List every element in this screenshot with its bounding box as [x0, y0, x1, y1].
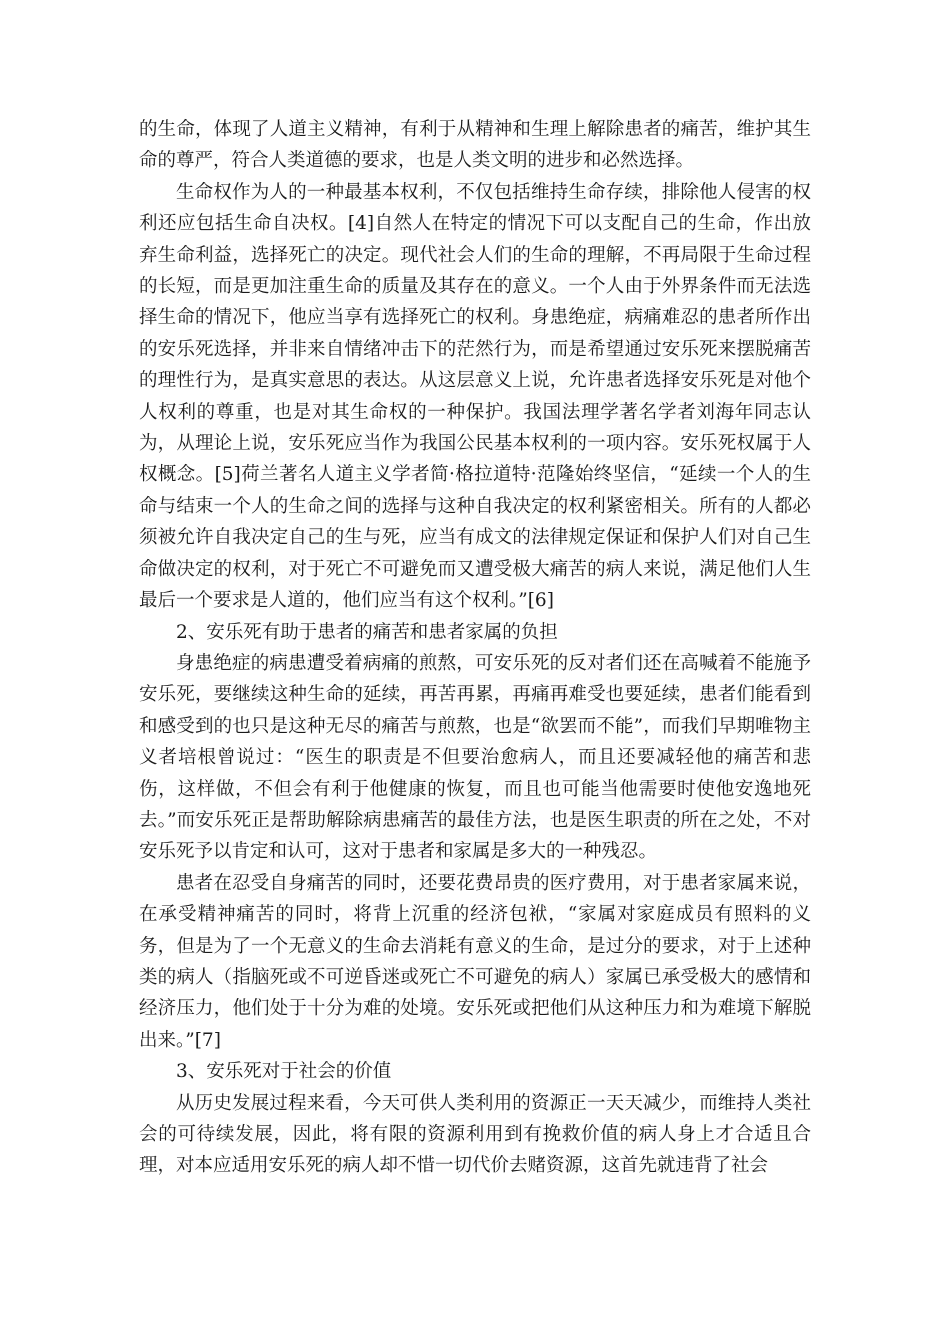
paragraph-continued: 的生命，体现了人道主义精神，有利于从精神和生理上解除患者的痛苦，维护其生命的尊严，符合人类道德的要求，也是人类文明的进步和必然选择。	[139, 119, 811, 172]
paragraph-right-to-life: 生命权作为人的一种最基本权利，不仅包括维持生命存续，排除他人侵害的权利还应包括生命自决权。[4]自然人在特定的情况下可以支配自己的生命，作出放弃生命利益，选择死亡的决定。现代社会人们的生命的理解，不再局限于生命过程的长短，而是更加注重生命的质量及其存在的意义。一个人由于外界条件而无法选择生命的情况下，他应当享有选择死亡的权利。身患绝症，病痛难忍的患者所作出的安乐死选择，并非来自情绪冲击下的茫然行为，而是希望通过安乐死来摆脱痛苦的理性行为，是真实意思的表达。从这层意义上说，允许患者选择安乐死是对他个人权利的尊重，也是对其生命权的一种保护。我国法理学著名学者刘海年同志认为，从理论上说，安乐死应当作为我国公民基本权利的一项内容。安乐死权属于人权概念。[5]荷兰著名人道主义学者简·格拉道特·范隆始终坚信，“延续一个人的生命与结束一个人的生命之间的选择与这种自我决定的权利紧密相关。所有的人都必须被允许自我决定自己的生与死，应当有成文的法律规定保证和保护人们对自己生命做决定的权利，对于死亡不可避免而又遭受极大痛苦的病人来说，满足他们人生最后一个要求是人道的，他们应当有这个权利。”[6]	[139, 181, 811, 612]
paragraph-social-value: 从历史发展过程来看，今天可供人类利用的资源正一天天减少，而维持人类社会的可待续发展，因此，将有限的资源利用到有挽救价值的病人身上才合适且合理，对本应适用安乐死的病人却不惜一切代价去赌资源，这首先就违背了社会	[139, 1092, 811, 1177]
document-body	[139, 114, 811, 1182]
section-heading-3: 3、安乐死对于社会的价值	[176, 1061, 392, 1083]
section-heading-2: 2、安乐死有助于患者的痛苦和患者家属的负担	[176, 621, 558, 643]
paragraph-family-burden: 患者在忍受自身痛苦的同时，还要花费昂贵的医疗费用，对于患者家属来说，在承受精神痛苦的同时，将背上沉重的经济包袱，“家属对家庭成员有照料的义务，但是为了一个无意义的生命去消耗有意义的生命，是过分的要求，对于上述种类的病人（指脑死或不可逆昏迷或死亡不可避免的病人）家属已承受极大的感情和经济压力，他们处于十分为难的处境。安乐死或把他们从这种压力和为难境下解脱出来。”[7]	[139, 872, 811, 1051]
paragraph-patient-suffering: 身患绝症的病患遭受着病痛的煎熬，可安乐死的反对者们还在高喊着不能施予安乐死，要继续这种生命的延续，再苦再累，再痛再难受也要延续，患者们能看到和感受到的也只是这种无尽的痛苦与煎熬，也是“欲罢而不能”，而我们早期唯物主义者培根曾说过：“医生的职责是不但要治愈病人，而且还要减轻他的痛苦和悲伤，这样做，不但会有利于他健康的恢复，而且也可能当他需要时使他安逸地死去。”而安乐死正是帮助解除病患痛苦的最佳方法，也是医生职责的所在之处，不对安乐死予以肯定和认可，这对于患者和家属是多大的一种残忍。	[139, 652, 811, 863]
